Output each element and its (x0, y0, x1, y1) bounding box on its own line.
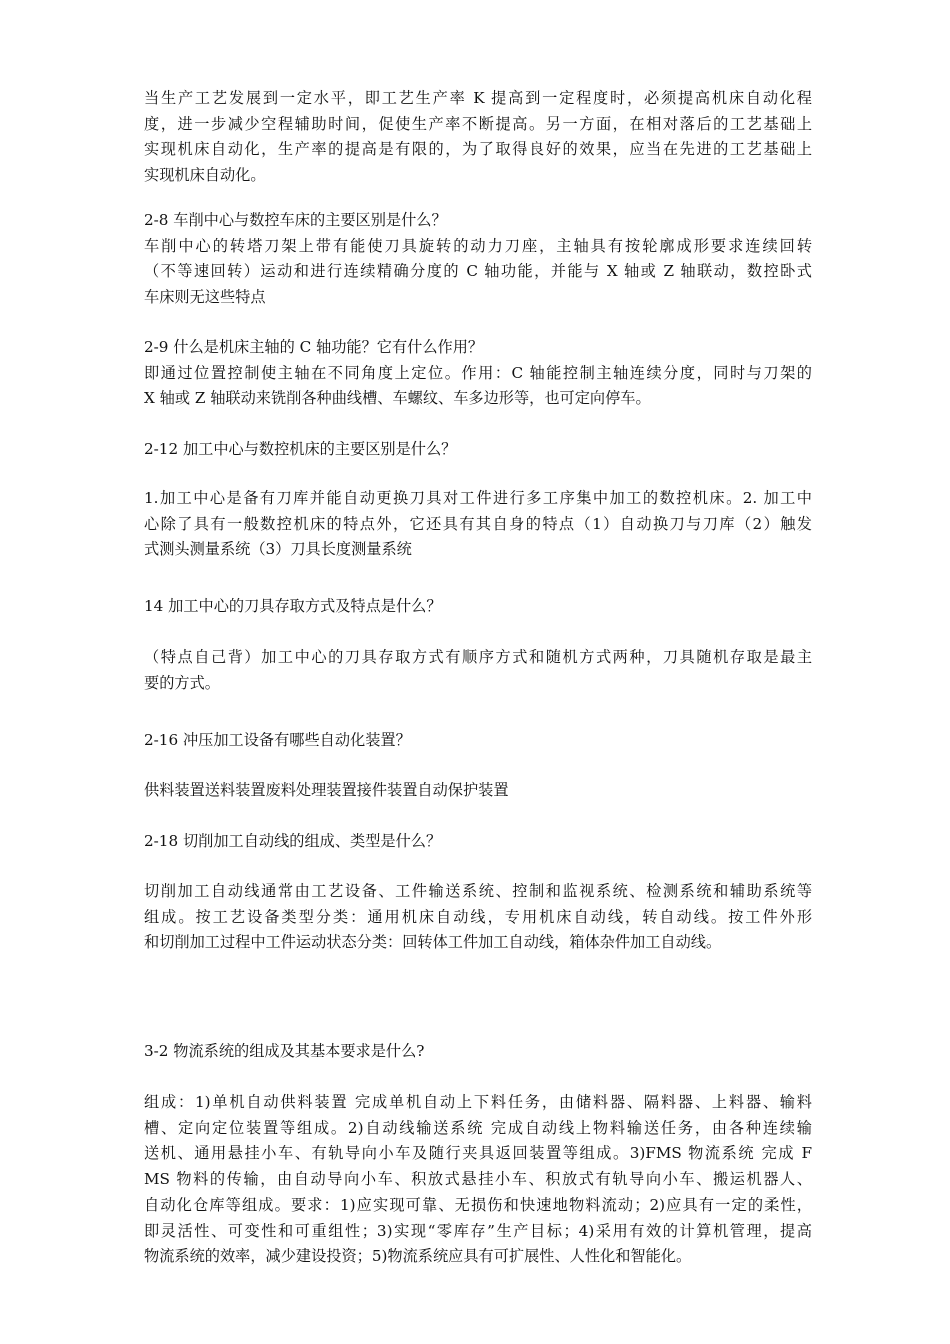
question-14 (144, 594, 812, 620)
answer-2-16 (144, 778, 812, 804)
text-line: 物流系统的效率，减少建设投资；5)物流系统应具有可扩展性、人性化和智能化。 (144, 1247, 692, 1266)
text-line: 即通过位置控制使主轴在不同角度上定位。作用：C 轴能控制主轴连续分度，同时与刀架的 (144, 363, 812, 382)
text-line: 切削加工自动线通常由工艺设备、工件输送系统、控制和监视系统、检测系统和辅助系统等 (144, 882, 812, 900)
text-line: 实现机床自动化。 (144, 166, 266, 185)
text-line: 车床则无这些特点 (144, 288, 266, 307)
text-line: 自动化仓库等组成。要求：1)应实现可靠、无损伤和快速地物料流动；2)应具有一定的柔性， (144, 1195, 812, 1214)
question-heading: 2-9 什么是机床主轴的 C 轴功能？它有什么作用？ (144, 338, 484, 356)
question-heading: 2-18 切削加工自动线的组成、类型是什么？ (144, 832, 442, 850)
text-line: （特点自己背）加工中心的刀具存取方式有顺序方式和随机方式两种，刀具随机存取是最主 (144, 648, 812, 666)
question-2-16 (144, 728, 812, 754)
text-line: 送机、通用悬挂小车、有轨导向小车及随行夹具返回装置等组成。3)FMS 物流系统 完成 F (144, 1144, 812, 1163)
text-line: 车削中心的转塔刀架上带有能使刀具旋转的动力刀座，主轴具有按轮廓成形要求连续回转 (144, 236, 812, 255)
text-line: X 轴或 Z 轴联动来铣削各种曲线槽、车螺纹、车多边形等，也可定向停车。 (144, 389, 651, 408)
text-line: 槽、定向定位装置等组成。2)自动线输送系统 完成自动线上物料输送任务，由各种连续输 (144, 1118, 812, 1137)
question-2-12 (144, 437, 812, 463)
question-heading: 2-12 加工中心与数控机床的主要区别是什么？ (144, 440, 457, 458)
text-line: 组成：1)单机自动供料装置 完成单机自动上下料任务，由储料器、隔料器、上料器、输料 (144, 1093, 812, 1111)
text-line: 实现机床自动化，生产率的提高是有限的，为了取得良好的效果，应当在先进的工艺基础上 (144, 140, 812, 159)
question-heading: 14 加工中心的刀具存取方式及特点是什么？ (144, 597, 442, 615)
text-line: 供料装置送料装置废料处理装置接件装置自动保护装置 (144, 781, 509, 799)
text-line: 当生产工艺发展到一定水平，即工艺生产率 K 提高到一定程度时，必须提高机床自动化程 (144, 89, 812, 107)
question-heading: 2-8 车削中心与数控车床的主要区别是什么？ (144, 211, 447, 229)
paragraph-intro (144, 86, 812, 189)
answer-2-12 (144, 486, 812, 563)
text-line: （不等速回转）运动和进行连续精确分度的 C 轴功能，并能与 X 轴或 Z 轴联动，数控卧式 (144, 262, 812, 281)
question-2-18 (144, 829, 812, 855)
text-line: 度，进一步减少空程辅助时间，促使生产率不断提高。另一方面，在相对落后的工艺基础上 (144, 114, 812, 133)
text-line: 1.加工中心是备有刀库并能自动更换刀具对工件进行多工序集中加工的数控机床。2. 加工中 (144, 489, 812, 507)
answer-14 (144, 645, 812, 696)
text-line: 即灵活性、可变性和可重组性；3)实现“零库存”生产目标；4)采用有效的计算机管理，提高 (144, 1221, 812, 1240)
question-2-8 (144, 208, 812, 311)
text-line: 心除了具有一般数控机床的特点外，它还具有其自身的特点（1）自动换刀与刀库（2）触发 (144, 514, 812, 533)
text-line: 要的方式。 (144, 673, 220, 692)
answer-3-2 (144, 1090, 812, 1270)
question-3-2 (144, 1039, 812, 1065)
text-line: MS 物料的传输，由自动导向小车、积放式悬挂小车、积放式有轨导向小车、搬运机器人、 (144, 1170, 812, 1189)
text-line: 式测头测量系统（3）刀具长度测量系统 (144, 540, 412, 559)
question-heading: 2-16 冲压加工设备有哪些自动化装置？ (144, 731, 411, 749)
text-line: 和切削加工过程中工件运动状态分类：回转体工件加工自动线，箱体杂件加工自动线。 (144, 933, 722, 952)
text-line: 组成。按工艺设备类型分类：通用机床自动线，专用机床自动线，转自动线。按工件外形 (144, 907, 812, 926)
question-heading: 3-2 物流系统的组成及其基本要求是什么? (144, 1042, 425, 1060)
question-2-9 (144, 335, 812, 412)
answer-2-18 (144, 879, 812, 956)
